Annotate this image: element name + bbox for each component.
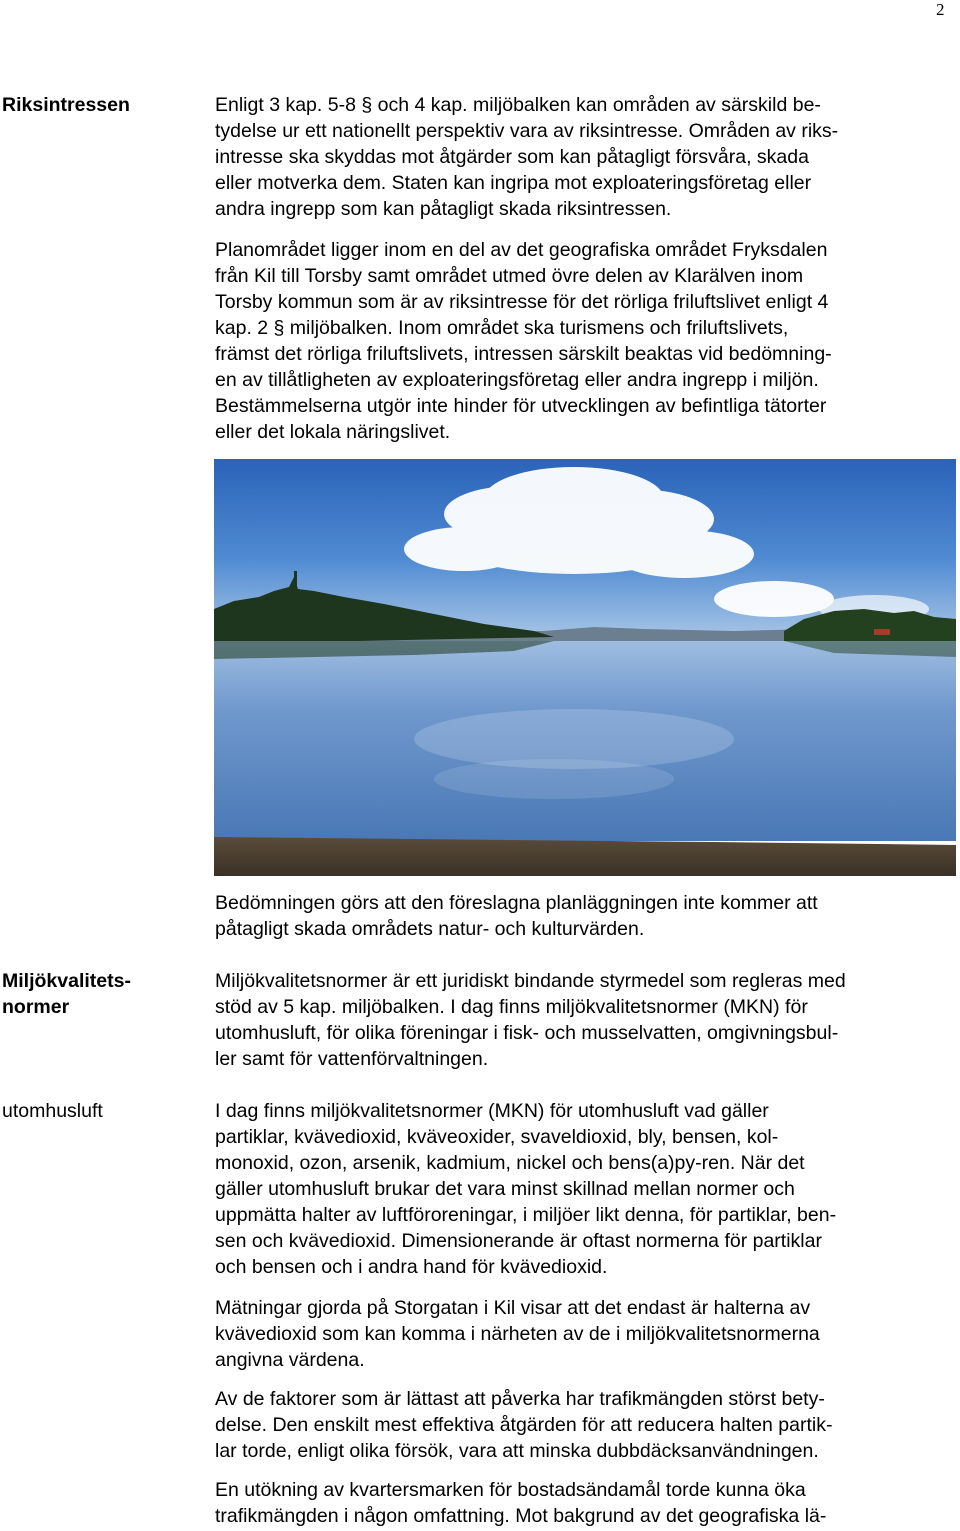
text-line: angivna värdena. [215, 1349, 365, 1371]
paragraph-bedomning [215, 890, 960, 942]
text-line: Bedömningen görs att den föreslagna planläggningen inte kommer att [215, 892, 818, 914]
text-line: trafikmängden i någon omfattning. Mot bakgrund av det geografiska lä- [215, 1505, 827, 1527]
text-line: främst det rörliga friluftslivets, intressen särskilt beaktas vid bedömning- [215, 343, 832, 365]
text-line: utomhusluft, för olika föreningar i fisk- och musselvatten, omgivningsbul- [215, 1022, 839, 1044]
paragraph-kvartersmark [215, 1477, 960, 1529]
lake-photo [214, 459, 956, 876]
subheading-utomhusluft: utomhusluft [2, 1100, 103, 1122]
text-line: En utökning av kvartersmarken för bostadsändamål torde kunna öka [215, 1479, 806, 1501]
text-line: påtagligt skada områdets natur- och kulturvärden. [215, 918, 645, 940]
text-line: Av de faktorer som är lättast att påverka har trafikmängden störst bety- [215, 1388, 825, 1410]
section-heading-line: normer [2, 996, 70, 1018]
text-line: sen och kvävedioxid. Dimensionerande är oftast normerna för partiklar [215, 1230, 822, 1252]
paragraph-riksintresse-intro [215, 92, 960, 222]
text-line: uppmätta halter av luftföroreningar, i miljöer likt denna, för partiklar, ben- [215, 1204, 837, 1226]
text-line: andra ingrepp som kan påtagligt skada riksintressen. [215, 198, 672, 220]
text-line: monoxid, ozon, arsenik, kadmium, nickel och bens(a)py-ren. När det [215, 1152, 805, 1174]
text-line: Planområdet ligger inom en del av det geografiska området Fryksdalen [215, 239, 828, 261]
text-line: Enligt 3 kap. 5-8 § och 4 kap. miljöbalken kan områden av särskild be- [215, 94, 821, 116]
text-line: och bensen och i andra hand för kvävedioxid. [215, 1256, 608, 1278]
text-line: Mätningar gjorda på Storgatan i Kil visar att det endast är halterna av [215, 1297, 811, 1319]
paragraph-matningar [215, 1295, 960, 1373]
text-line: lar torde, enligt olika försök, vara att minska dubbdäcksanvändningen. [215, 1440, 819, 1462]
text-line: gäller utomhusluft brukar det vara minst skillnad mellan normer och [215, 1178, 795, 1200]
text-line: intresse ska skyddas mot åtgärder som kan påtagligt försvåra, skada [215, 146, 809, 168]
section-heading-miljokvalitetsnormer [2, 968, 192, 1020]
text-line: en av tillåtligheten av exploateringsföretag eller andra ingrepp i miljön. [215, 369, 819, 391]
text-line: ler samt för vattenförvaltningen. [215, 1048, 489, 1070]
beach [214, 837, 956, 876]
text-line: stöd av 5 kap. miljöbalken. I dag finns miljökvalitetsnormer (MKN) för [215, 996, 808, 1018]
paragraph-mkn-intro [215, 968, 960, 1072]
text-line: delse. Den enskilt mest effektiva åtgärden för att reducera halten partik- [215, 1414, 833, 1436]
text-line: från Kil till Torsby samt området utmed övre delen av Klarälven inom [215, 265, 804, 287]
text-line: partiklar, kvävedioxid, kväveoxider, svaveldioxid, bly, bensen, kol- [215, 1126, 779, 1148]
paragraph-mkn-utomhusluft [215, 1098, 960, 1280]
paragraph-faktorer [215, 1386, 960, 1464]
text-line: eller motverka dem. Staten kan ingripa mot exploateringsföretag eller [215, 172, 812, 194]
paragraph-planomradet [215, 237, 960, 445]
text-line: Miljökvalitetsnormer är ett juridiskt bindande styrmedel som regleras med [215, 970, 846, 992]
text-line: kap. 2 § miljöbalken. Inom området ska turismens och friluftslivets, [215, 317, 789, 339]
text-line: kvävedioxid som kan komma i närheten av de i miljökvalitetsnormerna [215, 1323, 820, 1345]
page-number: 2 [936, 0, 945, 19]
text-line: Bestämmelserna utgör inte hinder för utvecklingen av befintliga tätorter [215, 395, 827, 417]
text-line: tydelse ur ett nationellt perspektiv vara av riksintresse. Områden av riks- [215, 120, 839, 142]
section-heading-line: Miljökvalitets- [2, 970, 131, 992]
text-line: eller det lokala näringslivet. [215, 421, 451, 443]
text-line: Torsby kommun som är av riksintresse för det rörliga friluftslivet enligt 4 [215, 291, 829, 313]
text-line: I dag finns miljökvalitetsnormer (MKN) för utomhusluft vad gäller [215, 1100, 769, 1122]
section-heading-riksintressen: Riksintressen [2, 94, 130, 116]
